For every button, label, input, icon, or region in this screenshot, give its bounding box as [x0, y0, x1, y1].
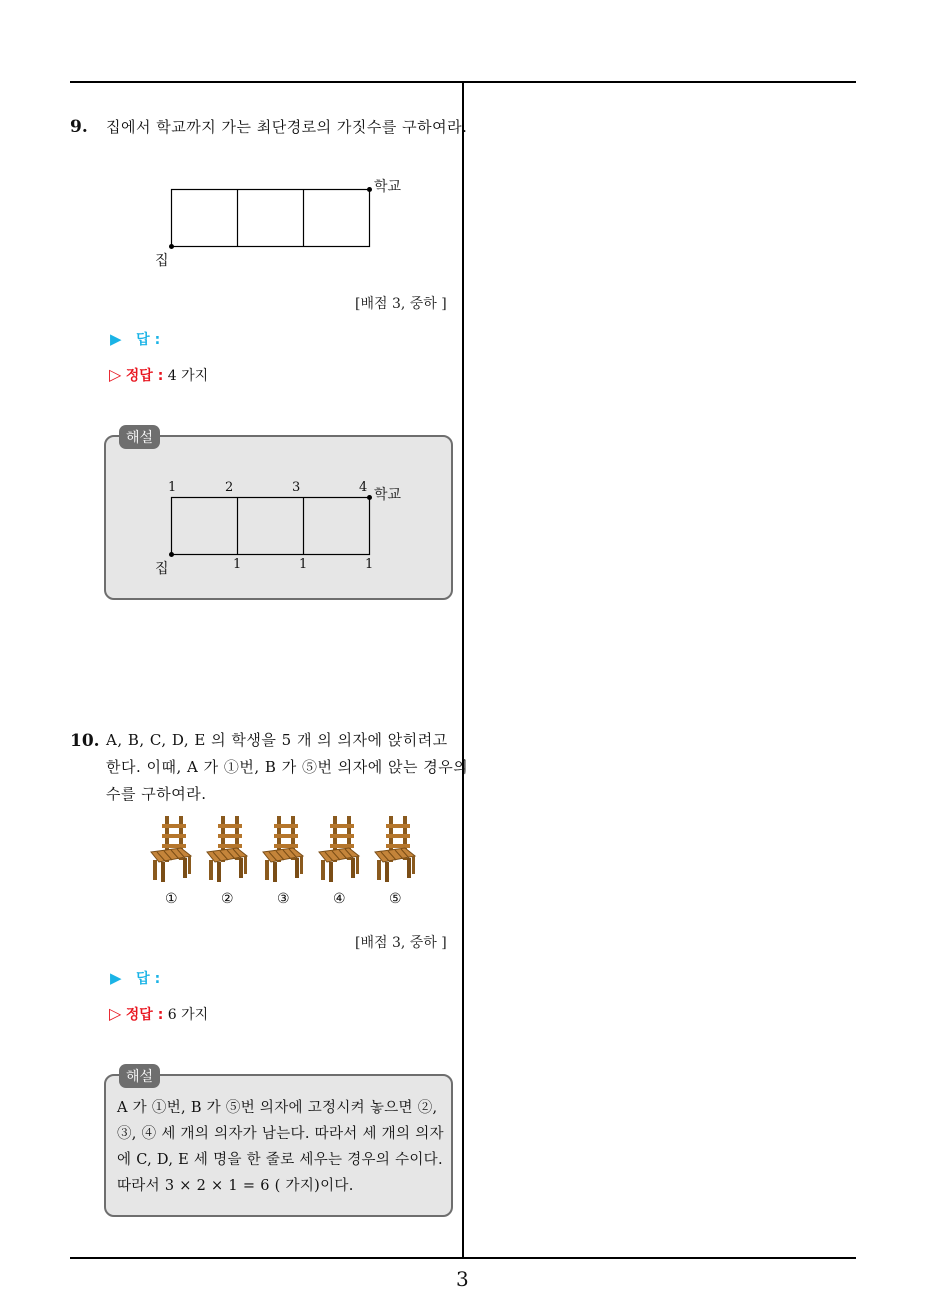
explanation-home-label: 집 [155, 561, 169, 577]
bottom-count-1: 1 [233, 557, 242, 572]
question-10-explanation-tag: 해설 [119, 1064, 160, 1088]
school-point [367, 495, 372, 500]
play-icon: ▶ [110, 969, 122, 987]
bottom-rule [70, 1257, 856, 1259]
question-10-answer-label: ▶ 답 : [110, 969, 161, 987]
grid-outline [172, 498, 370, 555]
question-10-line-1: A, B, C, D, E 의 학생을 5 개 의 의자에 앉히려고 [106, 731, 448, 749]
top-count-4: 4 [359, 480, 368, 495]
top-count-2: 2 [225, 480, 234, 495]
outline-triangle-icon: ▷ [109, 365, 122, 384]
question-9-correct-answer: ▷ 정답 : 4 가지 [109, 365, 209, 384]
explanation-school-label: 학교 [374, 487, 402, 503]
explanation-10-line-4: 따라서 3 × 2 × 1 = 6 ( 가지)이다. [117, 1178, 354, 1194]
question-9-number: 9. [70, 117, 88, 137]
page-number: 3 [456, 1267, 469, 1291]
chair-label-1: ① [165, 891, 178, 907]
school-point [367, 187, 372, 192]
chair-label-2: ② [221, 891, 234, 907]
correct-value: 4 가지 [167, 368, 209, 384]
bottom-count-3: 1 [365, 557, 374, 572]
chairs-illustration [140, 812, 430, 887]
question-9-explanation-tag: 해설 [119, 425, 160, 449]
chair-4 [319, 816, 359, 882]
column-divider [462, 82, 464, 1259]
question-9-grid-diagram [160, 180, 390, 260]
correct-value: 6 가지 [167, 1007, 209, 1023]
bottom-count-2: 1 [299, 557, 308, 572]
explanation-10-line-2: ③, ④ 세 개의 의자가 남는다. 따라서 세 개의 의자 [117, 1126, 444, 1142]
outline-triangle-icon: ▷ [109, 1004, 122, 1023]
explanation-10-line-3: 에 C, D, E 세 명을 한 줄로 세우는 경우의 수이다. [117, 1152, 443, 1168]
question-9-text: 집에서 학교까지 가는 최단경로의 가짓수를 구하여라. [106, 118, 468, 136]
chair-label-4: ④ [333, 891, 346, 907]
question-10-line-2: 한다. 이때, A 가 ①번, B 가 ⑤번 의자에 앉는 경우의 [106, 758, 469, 776]
explanation-10-line-1: A 가 ①번, B 가 ⑤번 의자에 고정시켜 놓으면 ②, [117, 1100, 438, 1116]
question-9-answer-label: ▶ 답 : [110, 330, 161, 348]
chair-label-3: ③ [277, 891, 290, 907]
chair-5 [375, 816, 415, 882]
school-label: 학교 [374, 179, 402, 195]
top-count-3: 3 [292, 480, 301, 495]
question-10-number: 10. [70, 731, 100, 751]
question-10-correct-answer: ▷ 정답 : 6 가지 [109, 1004, 209, 1023]
play-icon: ▶ [110, 330, 122, 348]
home-label: 집 [155, 253, 169, 269]
question-10-line-3: 수를 구하여라. [106, 785, 207, 803]
chair-3 [263, 816, 303, 882]
home-point [169, 244, 174, 249]
grid-outline [172, 190, 370, 247]
question-10-score: [배점 3, 중하 ] [355, 935, 447, 951]
chair-1 [151, 816, 191, 882]
chair-2 [207, 816, 247, 882]
home-point [169, 552, 174, 557]
question-9-score: [배점 3, 중하 ] [355, 296, 447, 312]
top-count-1: 1 [168, 480, 177, 495]
chair-label-5: ⑤ [389, 891, 402, 907]
explanation-9-grid-diagram [160, 488, 390, 568]
